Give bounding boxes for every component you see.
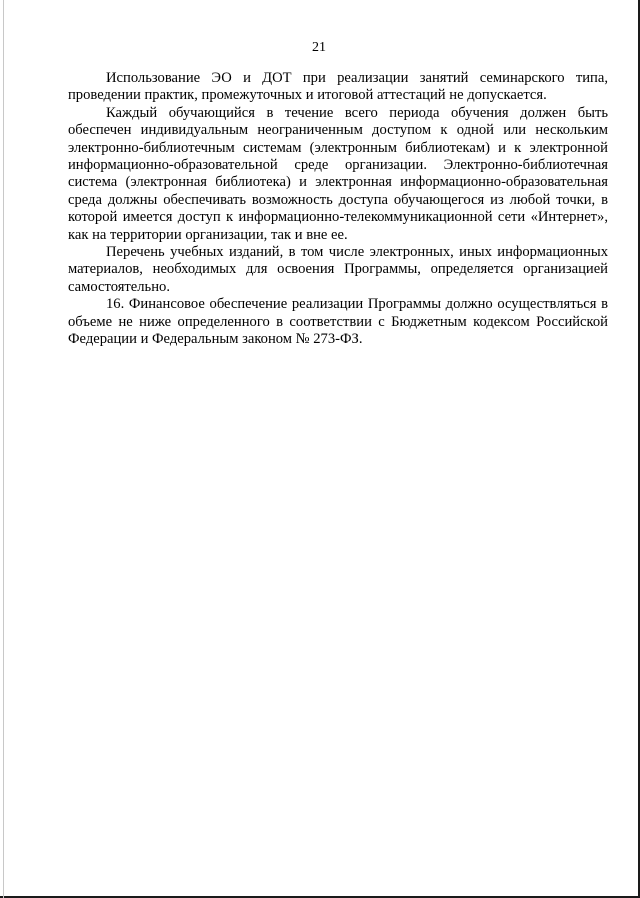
scan-edge-line <box>3 0 4 898</box>
paragraph-educational-materials: Перечень учебных изданий, в том числе электронных, иных информационных материалов, необходимых для освоения Программы, определяется организацией самостоятельно. <box>68 244 608 295</box>
paragraph-eo-dot: Использование ЭО и ДОТ при реализации занятий семинарского типа, проведении практик, промежуточных и итоговой аттестаций не допускается. <box>68 70 608 104</box>
paragraph-financing: 16. Финансовое обеспечение реализации Программы должно осуществляться в объеме не ниже определенного в соответствии с Бюджетным кодексом Российской Федерации и Федеральным законом № 273-ФЗ. <box>68 296 608 348</box>
page-number: 21 <box>312 40 326 55</box>
paragraph-library-access: Каждый обучающийся в течение всего периода обучения должен быть обеспечен индивидуальным неограниченным доступом к одной или нескольким электронно-библиотечным системам (электронным библиотекам) и к электронной информационно-образовательной среде организации. Электронно-библиотечная система (электронная библиотека) и электронная информационно-образовательная среда должны обеспечивать возможность доступа обучающегося из любой точки, в которой имеется доступ к информационно-телекоммуникационной сети «Интернет», как на территории организации, так и вне ее. <box>68 104 608 243</box>
document-body <box>68 70 608 349</box>
